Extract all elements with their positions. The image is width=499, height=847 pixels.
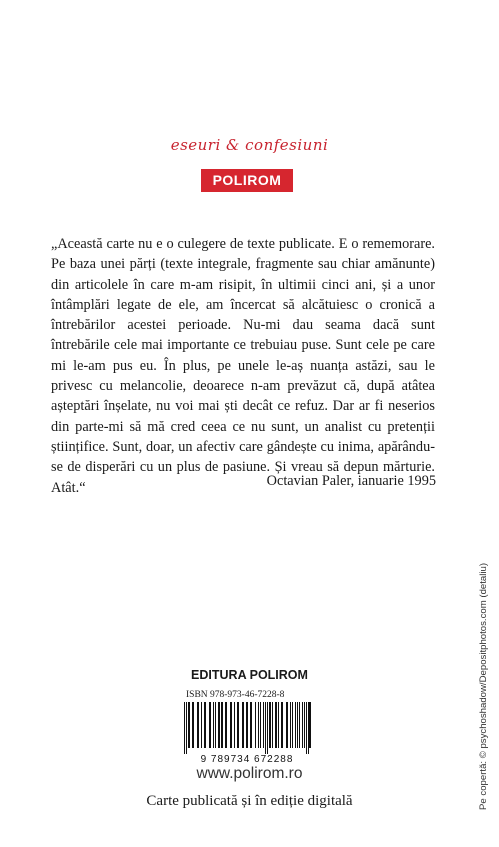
- barcode-bar: [272, 702, 273, 748]
- barcode-bar: [265, 702, 266, 754]
- barcode-bar: [250, 702, 252, 748]
- barcode-bar: [255, 702, 256, 748]
- barcode-bar: [295, 702, 296, 748]
- barcode-bar: [234, 702, 235, 748]
- barcode-bar: [221, 702, 223, 748]
- digital-edition-note: Carte publicată și în ediție digitală: [146, 793, 353, 809]
- polirom-logo: POLIROM: [201, 169, 293, 192]
- author-signature: Octavian Paler, ianuarie 1995: [266, 473, 436, 489]
- barcode-bar: [209, 702, 211, 748]
- barcode-bar: [308, 702, 309, 754]
- barcode-bar: [304, 702, 305, 748]
- barcode-bar: [267, 702, 268, 754]
- back-cover-blurb: „Această carte nu e o culegere de texte publicate. E o rememorare. Pe baza unei părți (texte integrale, fragmente sau chiar amănunte) din articolele în care m-am risipit, în ultimii cinci ani, și a unor întâmplări legate de ele, am încercat să alcătuiesc o cronică a întrebărilor acestei perioade. Nu-mi dau seama dacă sunt întrebările cele mai importante ce trebuiau puse. Sunt cele pe care mi le-am pus eu. În plus, pe unele le-aș nuanța astăzi, sau le privesc cu melancolie, deoarece n-am prevăzut că, după atâtea așteptări înșelate, nu voi mai ști decât ce refuz. Dar ar fi neserios din parte-mi să mă cred ceea ce nu sunt, un analist cu pretenții științifice. Sunt, doar, un afectiv care gândește cu inima, apărându-se de disperări cu un plus de pasiune. Și vreau să depun mărturie. Atât.“: [51, 236, 435, 496]
- barcode-bar: [237, 702, 239, 748]
- barcode-bar: [306, 702, 307, 754]
- barcode-bar: [275, 702, 277, 748]
- barcode-bar: [297, 702, 298, 748]
- barcode-bar: [309, 702, 311, 748]
- barcode-bar: [197, 702, 199, 748]
- barcode-bar: [269, 702, 271, 748]
- barcode-bar: [278, 702, 279, 748]
- barcode-bar: [290, 702, 291, 748]
- barcode-bar: [281, 702, 283, 748]
- isbn-text: ISBN 978-973-46-7228-8: [186, 690, 285, 700]
- cover-credit: Pe copertă: © psychoshadow/Depositphotos.com (detaliu): [478, 562, 489, 810]
- barcode-bar: [246, 702, 248, 748]
- barcode-bar: [230, 702, 232, 748]
- barcode-bar: [188, 702, 190, 748]
- barcode-bar: [286, 702, 288, 748]
- barcode-bar: [186, 702, 187, 754]
- barcode-bar: [263, 702, 264, 748]
- barcode-bar: [184, 702, 185, 754]
- barcode-bar: [201, 702, 202, 748]
- series-label: eseuri & confesiuni: [170, 136, 329, 154]
- barcode-bar: [258, 702, 259, 748]
- barcode-bars: [184, 702, 311, 754]
- barcode-digits: 9 789734 672288: [200, 754, 294, 764]
- publisher-name: EDITURA POLIROM: [191, 668, 308, 682]
- barcode-bar: [260, 702, 261, 748]
- barcode-bar: [192, 702, 194, 748]
- barcode: [178, 702, 316, 764]
- barcode-bar: [242, 702, 244, 748]
- barcode-bar: [299, 702, 300, 748]
- barcode-bar: [213, 702, 214, 748]
- barcode-bar: [225, 702, 227, 748]
- barcode-bar: [292, 702, 293, 748]
- barcode-bar: [302, 702, 303, 748]
- barcode-bar: [218, 702, 220, 748]
- barcode-bar: [204, 702, 206, 748]
- website: www.polirom.ro: [196, 765, 303, 782]
- barcode-bar: [215, 702, 216, 748]
